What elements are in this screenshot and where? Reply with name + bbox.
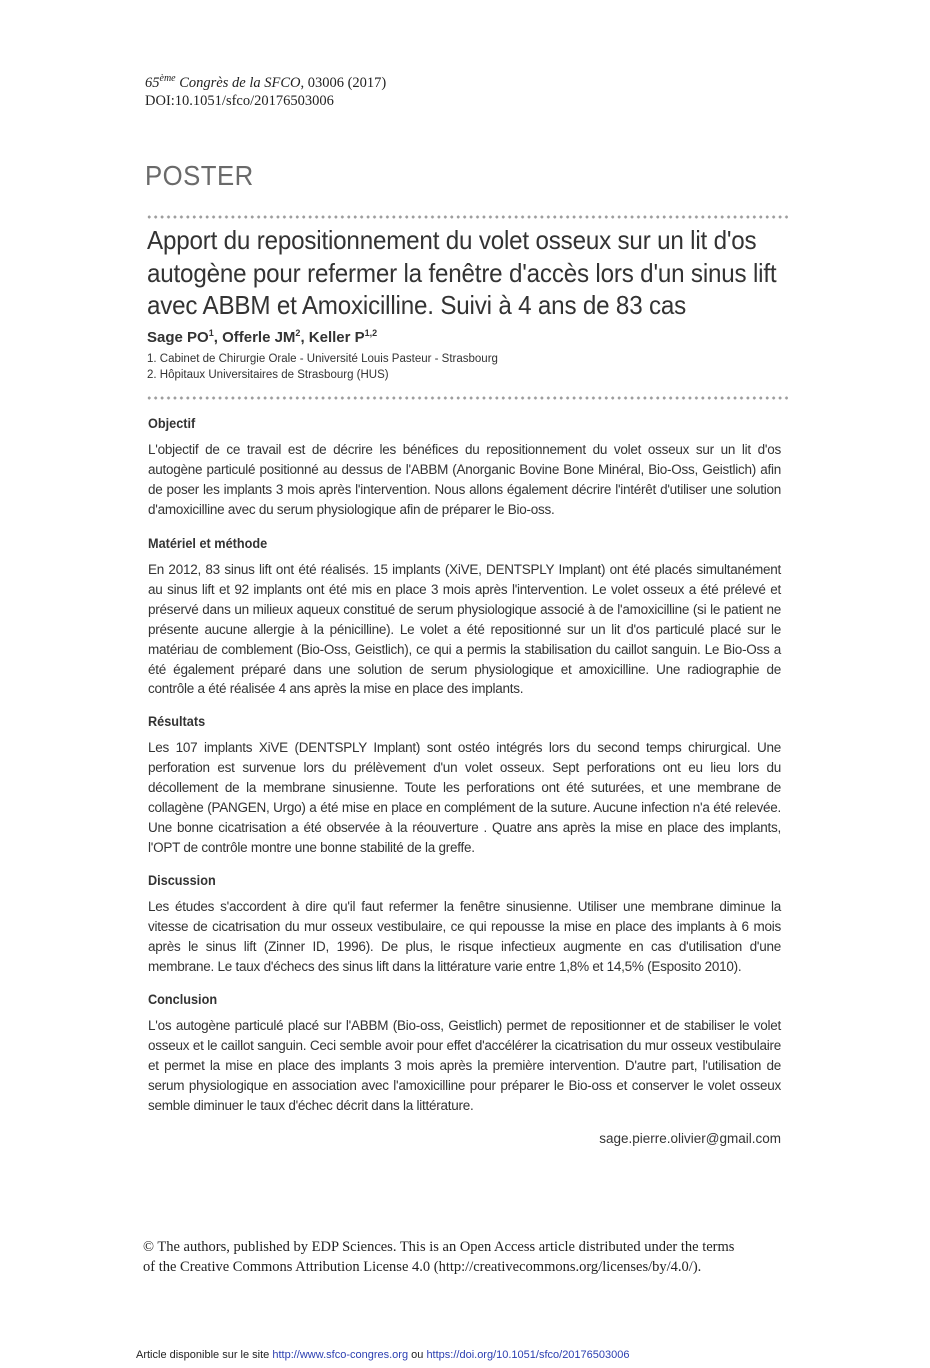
edition-sup: ème xyxy=(159,73,176,84)
author-affiliation-sup: 2 xyxy=(295,328,301,338)
affiliations xyxy=(147,351,498,383)
doi: DOI:10.1051/sfco/20176503006 xyxy=(145,92,334,109)
author-affiliation-sup: 1,2 xyxy=(364,328,378,338)
author-separator: , xyxy=(300,329,309,346)
section-resultats xyxy=(148,714,781,857)
edition-number: 65 xyxy=(145,74,160,91)
section-body: L'objectif de ce travail est de décrire les bénéfices du repositionnement du volet osseux sur un lit d'os autogène particulé positionné au dessus de l'ABBM (Anorganic Bovine Bone Minéral, Bio-Oss, Geistlich) afin de poser les implants 3 mois après l'intervention. Nous allons également décrire l'intérêt d'utiliser une solution d'amoxicilline avec du serum physiologique afin de préparer le Bio-oss. xyxy=(148,442,781,517)
poster-label: POSTER xyxy=(145,160,254,191)
footer-prefix: Article disponible sur le site xyxy=(136,1349,273,1361)
section-materiel-methode xyxy=(148,536,781,699)
title-line: autogène pour refermer la fenêtre d'accès lors d'un sinus lift xyxy=(147,257,777,288)
page-footer xyxy=(136,1349,630,1361)
affiliation-item: 2. Hôpitaux Universitaires de Strasbourg (HUS) xyxy=(147,369,389,381)
section-body: En 2012, 83 sinus lift ont été réalisés. 15 implants (XiVE, DENTSPLY Implant) ont été placés simultanément au sinus lift et 92 implants ont été mis en place 3 mois après l'intervention. Le volet osseux a été prélevé et préservé dans un milieux aqueux constitué de serum physiologique associé à de l'amoxicilline (si le patient ne présente aucune allergie à la pénicilline). Le volet a été repositionné sur un lit d'os particulé placé sur le matériau de comblement (Bio-Oss, Geistlich), ce qui a permis la stabilisation du caillot sanguin. Le Bio-Oss a été également préparé dans une solution de serum physiologique et amoxicilline. Une radiographie de contrôle a été réalisée 4 ans après la mise en place des implants. xyxy=(148,562,781,697)
author-name: Offerle JM xyxy=(222,329,296,346)
journal-header xyxy=(145,70,386,110)
license-notice xyxy=(143,1238,783,1277)
dotted-divider-bottom xyxy=(146,396,788,400)
contact-email[interactable]: sage.pierre.olivier@gmail.com xyxy=(599,1131,781,1146)
section-title: Matériel et méthode xyxy=(148,536,268,551)
section-title: Discussion xyxy=(148,873,216,888)
author-affiliation-sup: 1 xyxy=(208,328,214,338)
author-name: Keller P xyxy=(308,329,365,346)
title-line: avec ABBM et Amoxicilline. Suivi à 4 ans de 83 cas xyxy=(147,290,687,320)
section-conclusion xyxy=(148,992,781,1116)
section-body: Les 107 implants XiVE (DENTSPLY Implant) sont ostéo intégrés lors du second temps chirurgical. Une perforation est survenue lors du prélèvement d'un volet osseux. Sept perforations ont eu lieu lors du décollement de la membrane sinusienne. Toute les perforations ont été suturées, et une membrane de collagène (PANGEN, Urgo) a été mise en place en complément de la suture. Aucune infection n'a été relevée. Une bonne cicatrisation a été observée à la réouverture . Quatre ans après la mise en place des implants, l'OPT de contrôle montre une bonne stabilité de la greffe. xyxy=(148,740,781,855)
title-line: Apport du repositionnement du volet osseux sur un lit d'os xyxy=(147,225,757,255)
author-name: Sage PO xyxy=(147,329,209,346)
article-number: , 03006 (2017) xyxy=(300,74,387,91)
congress-name: Congrès de la SFCO xyxy=(179,74,301,91)
author-list xyxy=(147,328,377,346)
footer-link-doi[interactable]: https://doi.org/10.1051/sfco/20176503006 xyxy=(426,1349,630,1361)
dotted-divider-top xyxy=(146,215,788,219)
paper-title xyxy=(147,224,777,322)
section-title: Objectif xyxy=(148,416,196,431)
section-title: Résultats xyxy=(148,714,206,729)
section-body: Les études s'accordent à dire qu'il faut refermer la fenêtre sinusienne. Utiliser une membrane diminue la vitesse de cicatrisation du mur osseux vestibulaire, ce qui repousse la mise en place des implants à 6 mois après le sinus lift (Zinner ID, 1996). De plus, le risque infectieux augmente en cas d'utilisation d'une membrane. Le taux d'échecs des sinus lift dans la littérature varie entre 1,8% et 14,5% (Esposito 2010). xyxy=(148,899,781,974)
section-body: L'os autogène particulé placé sur l'ABBM (Bio-oss, Geistlich) permet de repositionner et de stabiliser le volet osseux et le caillot sanguin. Ceci semble avoir pour effet d'accélérer la cicatrisation du mur osseux vestibulaire et permet la mise en place des implants 3 mois après la première intervention. D'autre part, l'utilisation de serum physiologique en association avec l'amoxicilline pour préparer le Bio-oss et conserver le volet osseux semble diminuer le taux d'échec décrit dans la littérature. xyxy=(148,1018,781,1113)
citation-line xyxy=(145,70,386,92)
section-objectif xyxy=(148,416,781,520)
footer-separator: ou xyxy=(408,1349,427,1361)
author-separator: , xyxy=(213,329,223,346)
footer-link-sfco[interactable]: http://www.sfco-congres.org xyxy=(272,1349,409,1361)
license-line: of the Creative Commons Attribution License 4.0 (http://creativecommons.org/licenses/by/4.0/). xyxy=(143,1258,702,1275)
section-title: Conclusion xyxy=(148,992,218,1007)
license-line: © The authors, published by EDP Sciences. This is an Open Access article distributed under the terms xyxy=(143,1239,735,1255)
affiliation-item: 1. Cabinet de Chirurgie Orale - Université Louis Pasteur - Strasbourg xyxy=(147,353,498,365)
section-discussion xyxy=(148,873,781,977)
